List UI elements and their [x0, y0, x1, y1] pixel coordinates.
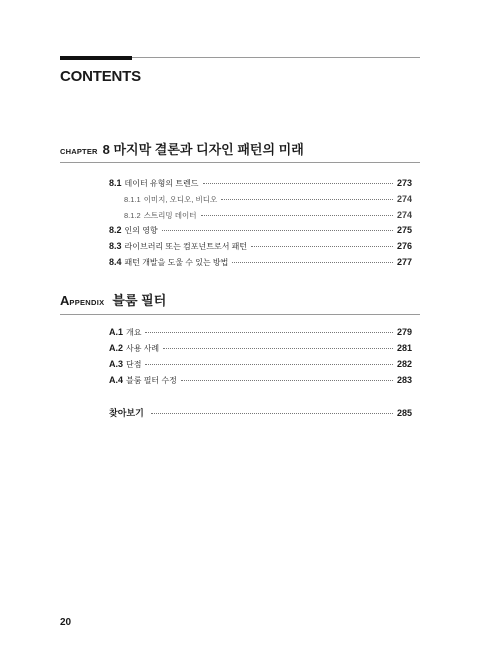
dot-leader	[251, 246, 393, 247]
entry-title: 라이브러리 또는 컴포넌트로서 패턴	[124, 242, 248, 251]
dot-leader	[162, 230, 393, 231]
entry-title: 스트리밍 데이터	[143, 211, 197, 220]
chapter-title: 8 마지막 결론과 디자인 패턴의 미래	[102, 142, 304, 157]
toc-entry-8-3[interactable]	[109, 241, 412, 252]
toc-entry-a-3[interactable]	[109, 359, 412, 370]
entry-page: 275	[396, 225, 412, 235]
toc-entry-a-1[interactable]	[109, 327, 412, 338]
toc-entry-a-4[interactable]	[109, 375, 412, 386]
dot-leader	[203, 183, 393, 184]
toc-entry-8-4[interactable]	[109, 257, 412, 268]
appendix-label-rest: PPENDIX	[69, 298, 105, 307]
entry-page: 274	[396, 210, 412, 220]
entry-number: 8.4	[109, 257, 122, 267]
dot-leader	[181, 380, 393, 381]
appendix-label	[60, 292, 104, 310]
entry-page: 274	[396, 194, 412, 204]
entry-page: 282	[396, 359, 412, 369]
entry-title: 패턴 개발을 도울 수 있는 방법	[124, 258, 229, 267]
entry-number: 8.3	[109, 241, 122, 251]
dot-leader	[151, 413, 393, 414]
entry-number: 8.2	[109, 225, 122, 235]
chapter-heading	[60, 139, 420, 158]
entry-page: 277	[396, 257, 412, 267]
toc-entry-8-1-2[interactable]	[124, 210, 412, 221]
chapter-divider	[60, 162, 420, 163]
entry-title: 데이터 유형의 트렌드	[124, 179, 199, 188]
toc-entry-a-2[interactable]	[109, 343, 412, 354]
dot-leader	[221, 199, 393, 200]
entry-number: 8.1.2	[124, 211, 141, 220]
dot-leader	[145, 332, 392, 333]
entry-page: 285	[396, 408, 412, 418]
page-title: CONTENTS	[60, 68, 141, 85]
appendix-label-initial: A	[60, 293, 70, 308]
entry-page: 283	[396, 375, 412, 385]
entry-title: 찾아보기	[109, 408, 144, 418]
dot-leader	[145, 364, 392, 365]
entry-page: 279	[396, 327, 412, 337]
appendix-title: 블룸 필터	[112, 293, 167, 308]
appendix-divider	[60, 314, 420, 315]
dot-leader	[163, 348, 393, 349]
entry-number: A.2	[109, 343, 124, 353]
entry-title: 이미지, 오디오, 비디오	[143, 195, 218, 204]
entry-title: 블룸 필터 수정	[126, 376, 177, 385]
entry-number: A.4	[109, 375, 124, 385]
toc-entry-index[interactable]	[109, 406, 412, 419]
toc-entry-8-1[interactable]	[109, 178, 412, 189]
entry-title: 개요	[126, 328, 142, 337]
entry-title: 인의 영향	[124, 226, 158, 235]
entry-page: 281	[396, 343, 412, 353]
toc-entry-8-1-1[interactable]	[124, 194, 412, 205]
top-rule-accent	[60, 56, 132, 60]
entry-number: A.1	[109, 327, 124, 337]
dot-leader	[232, 262, 393, 263]
chapter-label: CHAPTER	[60, 147, 98, 156]
entry-title: 단점	[126, 360, 142, 369]
entry-number: A.3	[109, 359, 124, 369]
entry-number: 8.1.1	[124, 195, 141, 204]
entry-page: 273	[396, 178, 412, 188]
dot-leader	[201, 215, 393, 216]
entry-number: 8.1	[109, 178, 122, 188]
page-number: 20	[60, 617, 72, 628]
entry-page: 276	[396, 241, 412, 251]
entry-title: 사용 사례	[126, 344, 160, 353]
appendix-heading	[60, 290, 420, 310]
toc-entry-8-2[interactable]	[109, 225, 412, 236]
